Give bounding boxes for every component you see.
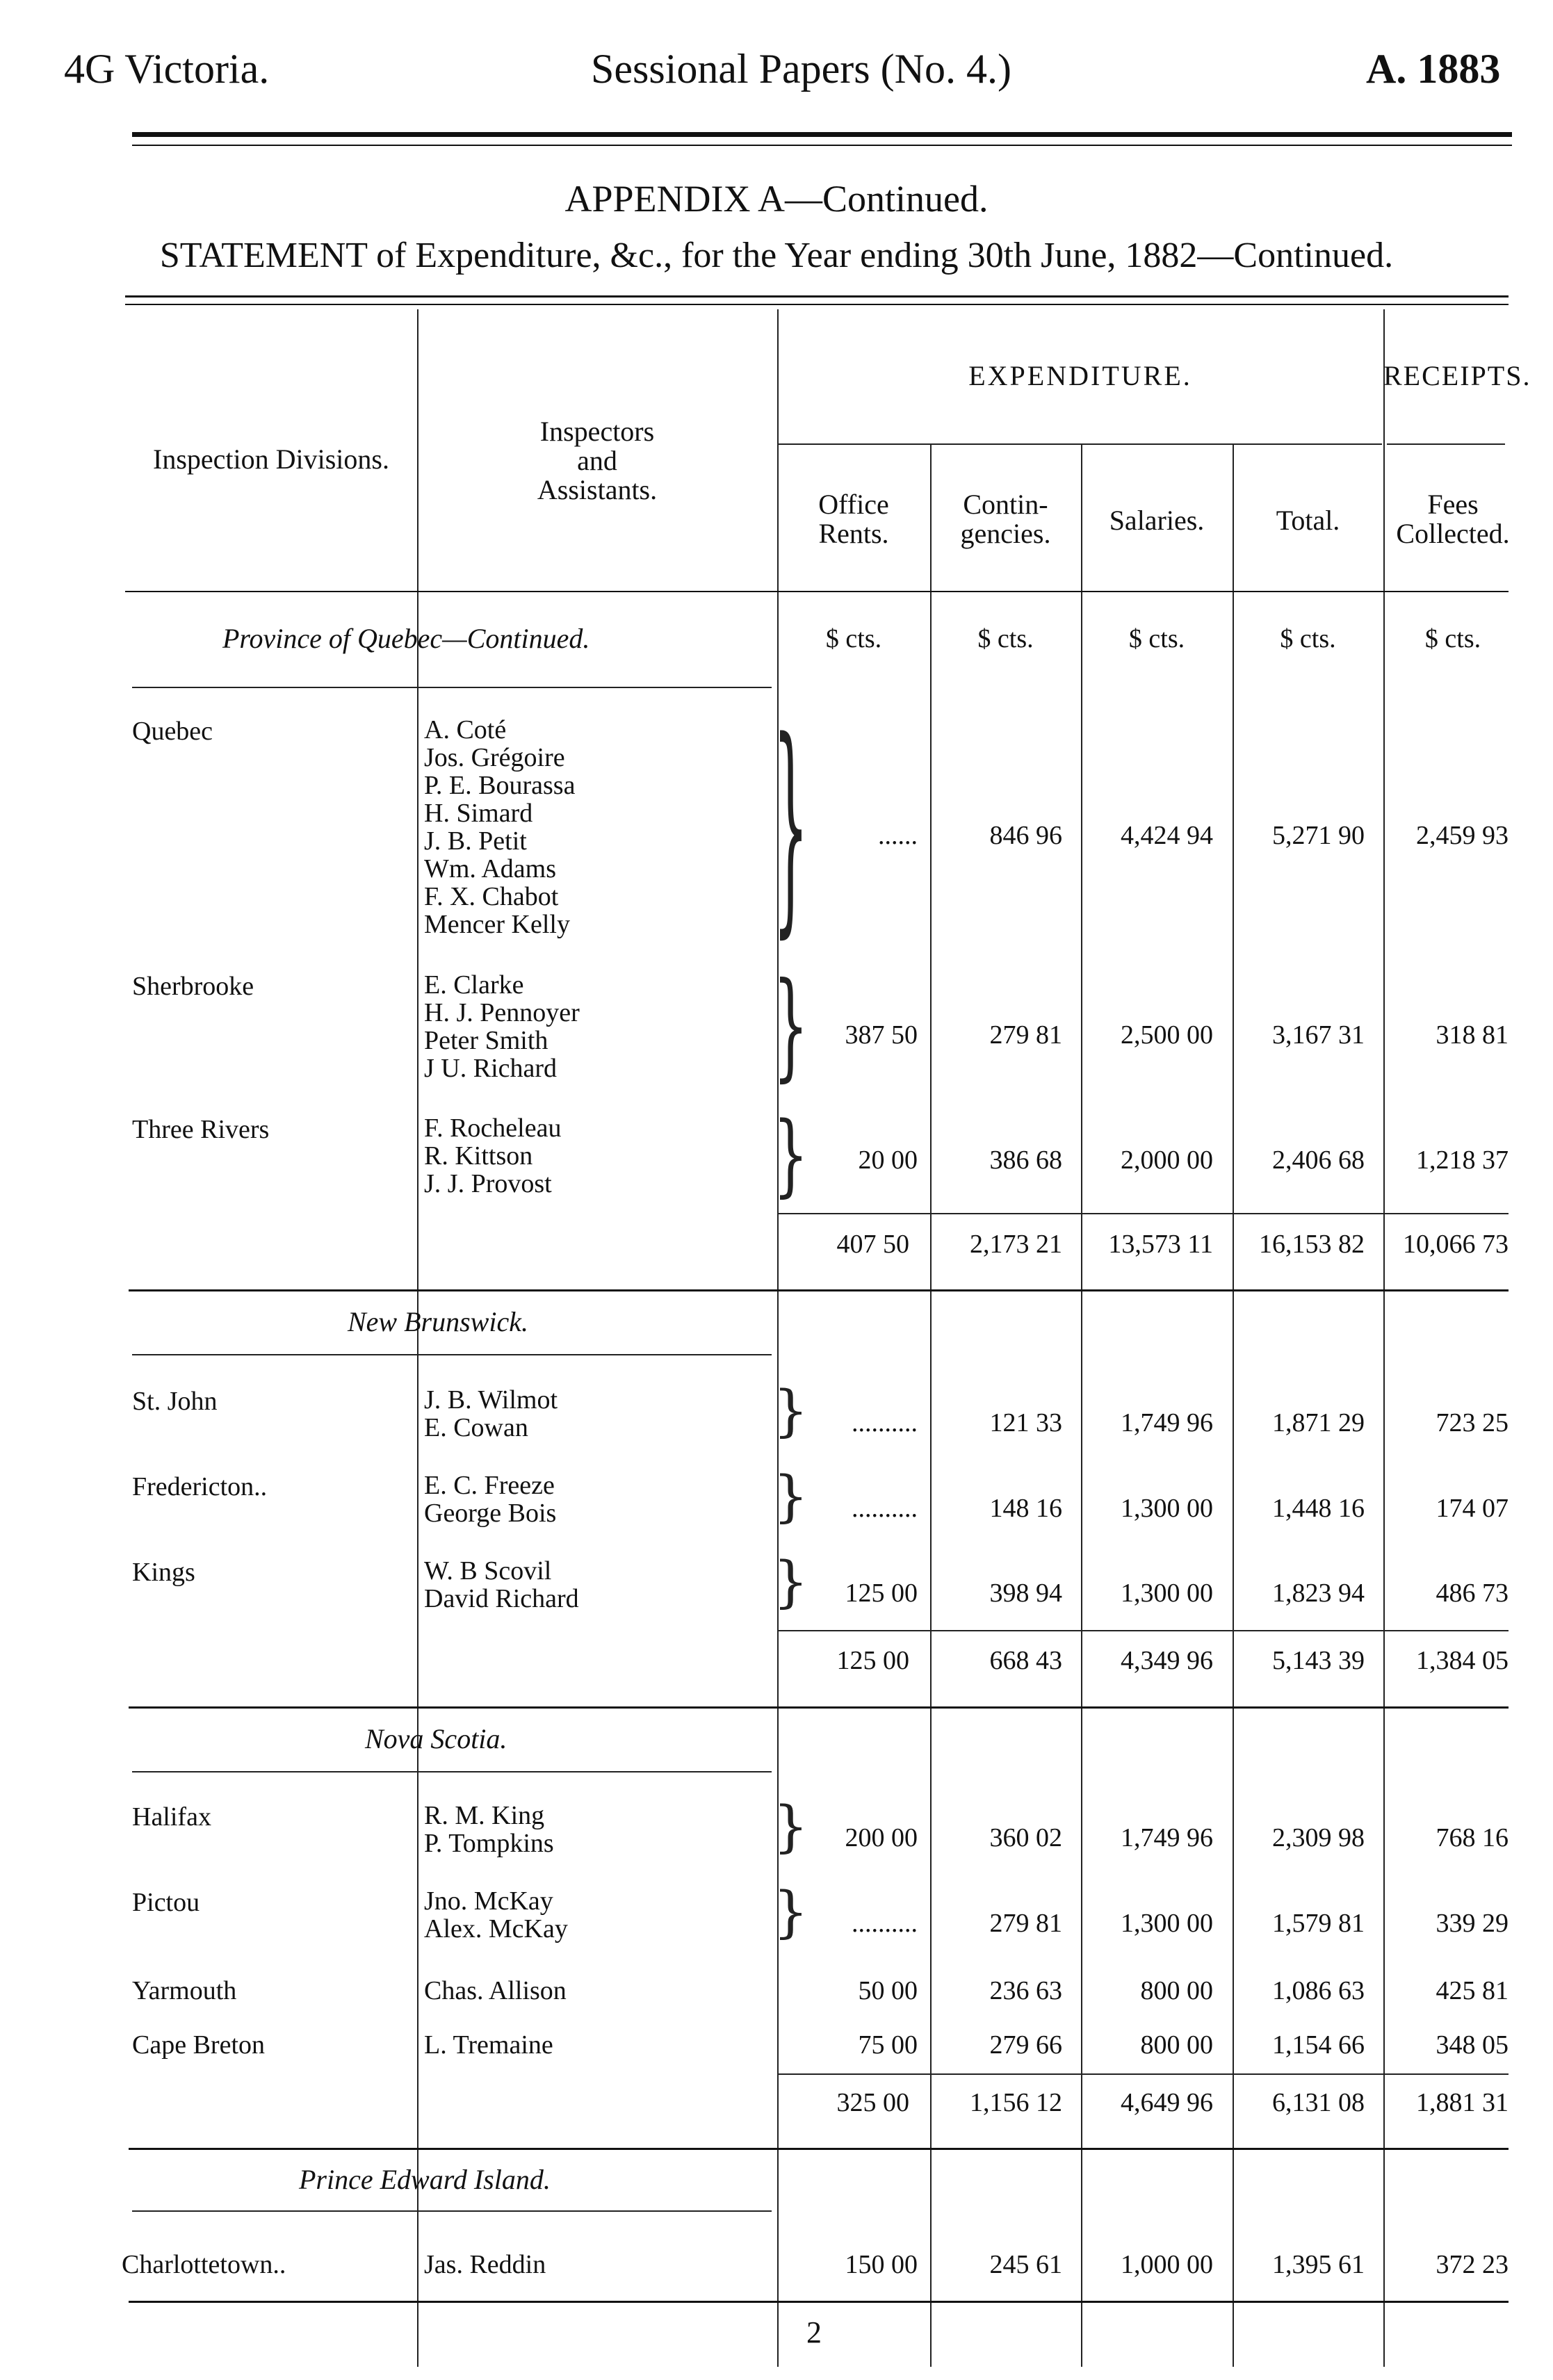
three-rivers-fees: 1,218 37 — [1416, 1146, 1509, 1175]
inspector: Jos. Grégoire — [424, 743, 565, 772]
inspectors-st-john — [424, 1386, 558, 1442]
inspector: E. Cowan — [424, 1413, 528, 1442]
halifax-total: 2,309 98 — [1272, 1823, 1365, 1852]
sherbrooke-contingencies: 279 81 — [989, 1020, 1062, 1050]
col-line-1 — [417, 309, 418, 2367]
kings-total: 1,823 94 — [1272, 1579, 1365, 1608]
nova-scotia-total-total: 6,131 08 — [1272, 2088, 1365, 2117]
brace-kings: } — [773, 1549, 808, 1614]
units-office: $ cts. — [825, 624, 882, 653]
inspector: Wm. Adams — [424, 854, 556, 883]
units-fees: $ cts. — [1424, 624, 1481, 653]
cape-breton-fees: 348 05 — [1436, 2030, 1509, 2060]
inspectors-fredericton — [424, 1472, 556, 1527]
header-right: A. 1883 — [1366, 46, 1501, 92]
kings-salaries: 1,300 00 — [1121, 1579, 1213, 1608]
inspector: J. B. Wilmot — [424, 1385, 558, 1415]
pictou-fees: 339 29 — [1436, 1909, 1509, 1938]
new-brunswick-total-contingencies: 668 43 — [989, 1646, 1062, 1675]
col-head-contingencies — [930, 490, 1081, 548]
division-yarmouth: Yarmouth — [132, 1976, 237, 2005]
col-head-salaries: Salaries. — [1109, 505, 1205, 536]
kings-office: 125 00 — [845, 1579, 918, 1608]
st-john-total: 1,871 29 — [1272, 1408, 1365, 1437]
sherbrooke-fees: 318 81 — [1436, 1020, 1509, 1050]
new-brunswick-total-salaries: 4,349 96 — [1121, 1646, 1213, 1675]
halifax-fees: 768 16 — [1436, 1823, 1509, 1852]
st-john-fees: 723 25 — [1436, 1408, 1509, 1437]
section-title-nova-scotia: Nova Scotia. — [365, 1723, 507, 1754]
yarmouth-office: 50 00 — [858, 1976, 918, 2005]
fredericton-fees: 174 07 — [1436, 1494, 1509, 1523]
appendix-title: APPENDIX A—Continued. — [564, 178, 989, 220]
section-title-quebec: Province of Quebec—Continued. — [222, 623, 590, 654]
receipts-underline — [1387, 443, 1505, 445]
kings-fees: 486 73 — [1436, 1579, 1509, 1608]
inspector: Alex. McKay — [424, 1914, 568, 1943]
division-pictou: Pictou — [132, 1888, 200, 1917]
inspector: A. Coté — [424, 715, 507, 744]
nova-scotia-subtotal-rule — [779, 2073, 1509, 2075]
inspector: Jno. McKay — [424, 1886, 553, 1916]
fredericton-contingencies: 148 16 — [989, 1494, 1062, 1523]
header-center: Sessional Papers (No. 4.) — [591, 46, 1011, 92]
col-head-divisions: Inspection Divisions. — [153, 443, 389, 475]
brace-quebec: } — [773, 692, 808, 958]
section-title-pei: Prince Edward Island. — [299, 2164, 551, 2195]
col-line-2 — [777, 309, 779, 2367]
kings-contingencies: 398 94 — [989, 1579, 1062, 1608]
nova-scotia-total-office: 325 00 — [836, 2088, 909, 2117]
inspector: David Richard — [424, 1584, 579, 1613]
brace-three-rivers: } — [773, 1102, 808, 1207]
division-quebec: Quebec — [132, 717, 213, 746]
halifax-contingencies: 360 02 — [989, 1823, 1062, 1852]
sherbrooke-total: 3,167 31 — [1272, 1020, 1365, 1050]
col-head-office-line1: Office — [818, 489, 889, 520]
st-john-office: .......... — [852, 1408, 918, 1437]
nova-scotia-total-fees: 1,881 31 — [1416, 2088, 1509, 2117]
quebec-section-end — [129, 1289, 1509, 1291]
brace-fredericton: } — [773, 1464, 808, 1529]
division-kings: Kings — [132, 1558, 195, 1587]
yarmouth-salaries: 800 00 — [1140, 1976, 1213, 2005]
header-left: 4G Victoria. — [64, 46, 270, 92]
fredericton-total: 1,448 16 — [1272, 1494, 1365, 1523]
inspector: W. B Scovil — [424, 1556, 552, 1586]
inspector-yarmouth: Chas. Allison — [424, 1976, 567, 2005]
three-rivers-contingencies: 386 68 — [989, 1146, 1062, 1175]
pei-rule — [132, 2210, 772, 2212]
pictou-total: 1,579 81 — [1272, 1909, 1365, 1938]
col-head-inspectors-line1: Inspectors — [539, 416, 655, 447]
inspectors-pictou — [424, 1887, 568, 1943]
new-brunswick-section-end — [129, 1706, 1509, 1709]
charlottetown-total: 1,395 61 — [1272, 2250, 1365, 2279]
inspector: P. Tompkins — [424, 1829, 554, 1858]
quebec-total: 5,271 90 — [1272, 821, 1365, 850]
brace-pictou: } — [773, 1880, 808, 1944]
page-number: 2 — [806, 2315, 822, 2349]
division-cape-breton: Cape Breton — [132, 2030, 266, 2060]
header-rule-thick — [132, 132, 1512, 137]
st-john-salaries: 1,749 96 — [1121, 1408, 1213, 1437]
sherbrooke-salaries: 2,500 00 — [1121, 1020, 1213, 1050]
quebec-contingencies: 846 96 — [989, 821, 1062, 850]
table-bottom-rule — [129, 2301, 1509, 2303]
header-rule-thin — [132, 145, 1512, 146]
units-contingencies: $ cts. — [977, 624, 1034, 653]
quebec-subtotal-rule — [779, 1213, 1509, 1214]
col-head-fees-line2: Collected. — [1396, 518, 1510, 549]
pictou-salaries: 1,300 00 — [1121, 1909, 1213, 1938]
charlottetown-fees: 372 23 — [1436, 2250, 1509, 2279]
title-rule-1 — [125, 295, 1509, 298]
inspector: J U. Richard — [424, 1054, 558, 1083]
col-head-inspectors-line2: and — [577, 445, 617, 476]
halifax-salaries: 1,749 96 — [1121, 1823, 1213, 1852]
col-head-receipts: RECEIPTS. — [1383, 360, 1531, 391]
inspector: P. E. Bourassa — [424, 771, 576, 800]
inspector: R. M. King — [424, 1801, 545, 1830]
inspector: J. J. Provost — [424, 1169, 552, 1198]
inspector-cape-breton: L. Tremaine — [424, 2030, 553, 2060]
inspector-charlottetown: Jas. Reddin — [424, 2250, 546, 2279]
header-bottom-rule — [125, 591, 1509, 592]
inspectors-quebec — [424, 716, 575, 938]
inspector: H. J. Pennoyer — [424, 998, 580, 1027]
inspectors-sherbrooke — [424, 971, 580, 1082]
charlottetown-salaries: 1,000 00 — [1121, 2250, 1213, 2279]
col-head-inspectors-line3: Assistants. — [537, 474, 658, 505]
sherbrooke-office: 387 50 — [845, 1020, 918, 1050]
brace-sherbrooke: } — [773, 957, 808, 1093]
quebec-salaries: 4,424 94 — [1121, 821, 1213, 850]
three-rivers-office: 20 00 — [858, 1146, 918, 1175]
yarmouth-fees: 425 81 — [1436, 1976, 1509, 2005]
nova-scotia-section-end — [129, 2148, 1509, 2150]
quebec-total-contingencies: 2,173 21 — [970, 1230, 1062, 1259]
new-brunswick-total-total: 5,143 39 — [1272, 1646, 1365, 1675]
pictou-office: .......... — [852, 1909, 918, 1938]
col-head-office — [777, 490, 930, 548]
yarmouth-contingencies: 236 63 — [989, 1976, 1062, 2005]
quebec-total-salaries: 13,573 11 — [1108, 1230, 1213, 1259]
col-head-office-line2: Rents. — [818, 518, 889, 549]
col-head-inspectors — [417, 417, 777, 505]
col-head-contingencies-line2: gencies. — [960, 518, 1051, 549]
brace-st-john: } — [773, 1378, 808, 1443]
brace-halifax: } — [773, 1794, 808, 1859]
statement-title: STATEMENT of Expenditure, &c., for the Year ending 30th June, 1882—Continued. — [159, 236, 1394, 275]
quebec-office: ...... — [878, 821, 918, 850]
inspector: Peter Smith — [424, 1026, 548, 1055]
cape-breton-salaries: 800 00 — [1140, 2030, 1213, 2060]
inspectors-halifax — [424, 1802, 554, 1857]
col-head-fees-line1: Fees — [1427, 489, 1479, 520]
fredericton-salaries: 1,300 00 — [1121, 1494, 1213, 1523]
division-st-john: St. John — [132, 1387, 218, 1416]
division-sherbrooke: Sherbrooke — [132, 972, 254, 1001]
fredericton-office: .......... — [852, 1494, 918, 1523]
section-title-new-brunswick: New Brunswick. — [348, 1306, 528, 1337]
new-brunswick-rule — [132, 1354, 772, 1355]
three-rivers-total: 2,406 68 — [1272, 1146, 1365, 1175]
inspector: E. C. Freeze — [424, 1471, 555, 1500]
inspectors-three-rivers — [424, 1114, 561, 1198]
inspector: E. Clarke — [424, 970, 524, 1000]
inspectors-kings — [424, 1557, 579, 1613]
inspector: Mencer Kelly — [424, 910, 570, 939]
col-head-total: Total. — [1276, 505, 1340, 536]
inspector: F. Rocheleau — [424, 1114, 562, 1143]
inspector: R. Kittson — [424, 1141, 533, 1171]
cape-breton-total: 1,154 66 — [1272, 2030, 1365, 2060]
pictou-contingencies: 279 81 — [989, 1909, 1062, 1938]
three-rivers-salaries: 2,000 00 — [1121, 1146, 1213, 1175]
expenditure-underline — [779, 443, 1382, 445]
charlottetown-contingencies: 245 61 — [989, 2250, 1062, 2279]
new-brunswick-subtotal-rule — [779, 1630, 1509, 1631]
cape-breton-contingencies: 279 66 — [989, 2030, 1062, 2060]
division-charlottetown: Charlottetown.. — [122, 2250, 286, 2279]
units-total: $ cts. — [1280, 624, 1336, 653]
new-brunswick-total-fees: 1,384 05 — [1416, 1646, 1509, 1675]
nova-scotia-total-contingencies: 1,156 12 — [970, 2088, 1062, 2117]
title-rule-2 — [125, 304, 1509, 305]
col-head-contingencies-line1: Contin- — [963, 489, 1048, 520]
units-rule — [132, 687, 772, 688]
inspector: J. B. Petit — [424, 826, 527, 856]
inspector: George Bois — [424, 1499, 557, 1528]
quebec-fees: 2,459 93 — [1416, 821, 1509, 850]
quebec-total-fees: 10,066 73 — [1403, 1230, 1509, 1259]
units-salaries: $ cts. — [1128, 624, 1185, 653]
nova-scotia-rule — [132, 1771, 772, 1772]
quebec-total-office: 407 50 — [836, 1230, 909, 1259]
col-line-3 — [930, 445, 932, 2367]
st-john-contingencies: 121 33 — [989, 1408, 1062, 1437]
cape-breton-office: 75 00 — [858, 2030, 918, 2060]
division-three-rivers: Three Rivers — [132, 1115, 270, 1144]
charlottetown-office: 150 00 — [845, 2250, 918, 2279]
division-halifax: Halifax — [132, 1802, 211, 1832]
halifax-office: 200 00 — [845, 1823, 918, 1852]
division-fredericton: Fredericton.. — [132, 1472, 268, 1501]
yarmouth-total: 1,086 63 — [1272, 1976, 1365, 2005]
col-head-fees — [1383, 490, 1522, 548]
col-line-4 — [1081, 445, 1082, 2367]
col-line-5 — [1233, 445, 1234, 2367]
inspector: H. Simard — [424, 799, 533, 828]
new-brunswick-total-office: 125 00 — [836, 1646, 909, 1675]
col-head-expenditure: EXPENDITURE. — [968, 360, 1192, 391]
inspector: F. X. Chabot — [424, 882, 559, 911]
nova-scotia-total-salaries: 4,649 96 — [1121, 2088, 1213, 2117]
quebec-total-total: 16,153 82 — [1259, 1230, 1365, 1259]
